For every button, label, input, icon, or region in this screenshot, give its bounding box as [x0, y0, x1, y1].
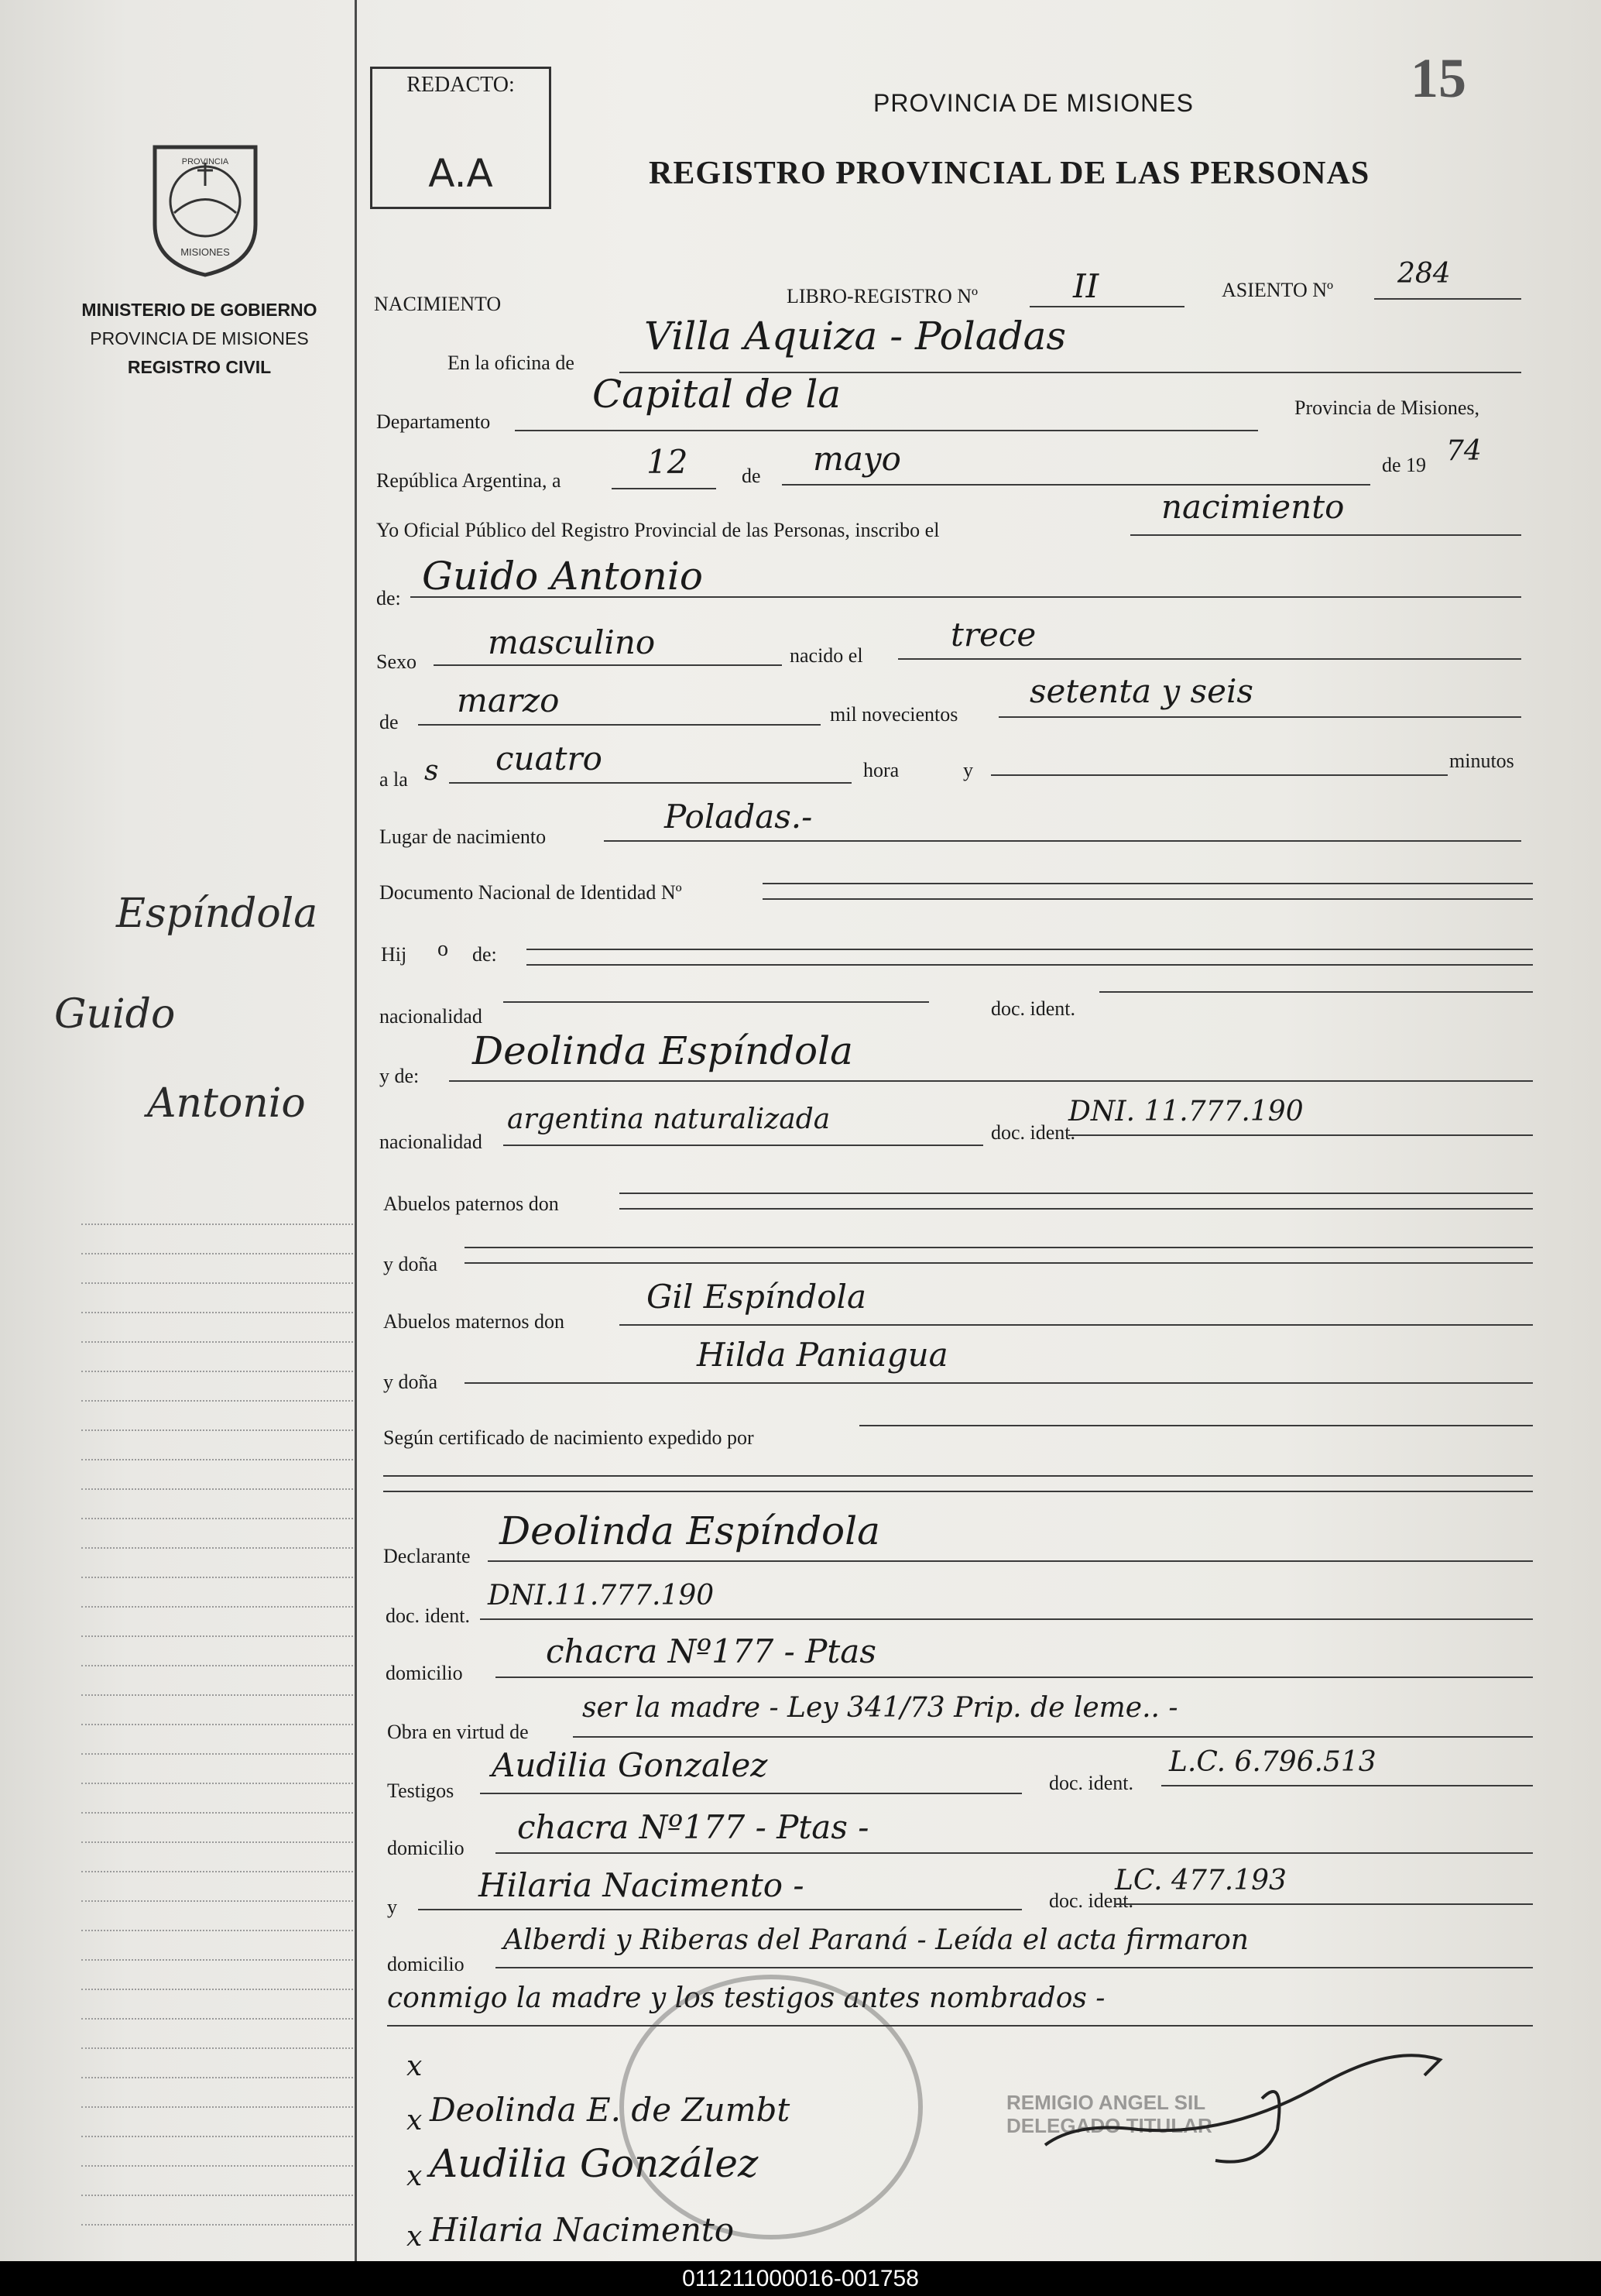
- margin-rule: [81, 2224, 356, 2226]
- province-heading: PROVINCIA DE MISIONES: [873, 89, 1194, 117]
- closing-value: conmigo la madre y los testigos antes nombrados -: [387, 1982, 1106, 2014]
- domicilio3-value: Alberdi y Riberas del Paraná - Leída el acta firmaron: [503, 1924, 1249, 1956]
- seal-top-text: PROVINCIA: [181, 157, 229, 166]
- sig-mark-4: x: [406, 2221, 423, 2253]
- docident5-value: LC. 477.193: [1115, 1865, 1287, 1896]
- margin-rule: [81, 1694, 356, 1696]
- testigo2-value: Hilaria Nacimento -: [478, 1866, 804, 1904]
- redacto-value: A.A: [428, 151, 493, 196]
- abuelos-pat-label: Abuelos paternos don: [383, 1193, 559, 1215]
- docident2-value: DNI. 11.777.190: [1068, 1096, 1304, 1127]
- anio-nac-value: setenta y seis: [1030, 672, 1253, 710]
- docident4-value: L.C. 6.796.513: [1169, 1746, 1376, 1778]
- ydona2-label: y doña: [383, 1371, 438, 1393]
- docident4-label: doc. ident.: [1049, 1772, 1134, 1794]
- docident5-label: doc. ident.: [1049, 1889, 1134, 1912]
- testigo2-line: [418, 1909, 1022, 1910]
- margin-rule: [81, 1606, 356, 1608]
- asiento-label: ASIENTO Nº: [1222, 279, 1334, 301]
- dni-line-2: [763, 898, 1533, 900]
- declarante-line: [488, 1560, 1533, 1562]
- domicilio2-label: domicilio: [387, 1837, 465, 1859]
- redacto-label: REDACTO:: [406, 73, 515, 97]
- docident1-label: doc. ident.: [991, 997, 1076, 1020]
- sexo-label: Sexo: [376, 650, 417, 673]
- departamento-value: Capital de la: [592, 372, 842, 417]
- margin-rule: [81, 1488, 356, 1490]
- abuelo-mat-line: [619, 1324, 1533, 1326]
- minutos-line: [991, 774, 1448, 776]
- margin-first-name: Guido: [54, 991, 176, 1038]
- margin-divider: [355, 0, 357, 2261]
- declarante-label: Declarante: [383, 1545, 471, 1567]
- margin-rule: [81, 1547, 356, 1549]
- margin-rule: [81, 1518, 356, 1519]
- sexo-line: [434, 664, 782, 666]
- mes-line: [782, 484, 1370, 486]
- madre-value: Deolinda Espíndola: [472, 1028, 853, 1073]
- nacido-value: trece: [951, 616, 1037, 654]
- margin-middle-name: Antonio: [147, 1080, 306, 1127]
- inscribo-value: nacimiento: [1161, 488, 1345, 526]
- margin-rule: [81, 1459, 356, 1460]
- abuelos-mat-label: Abuelos maternos don: [383, 1310, 564, 1333]
- hijo-suffix: o: [437, 937, 448, 961]
- margin-rule: [81, 2136, 356, 2137]
- de2-label: de: [379, 711, 399, 733]
- sig-mark-3: x: [406, 2160, 423, 2192]
- domicilio1-label: domicilio: [386, 1662, 463, 1684]
- margin-rule: [81, 1783, 356, 1784]
- mes-nac-value: marzo: [457, 681, 560, 719]
- margin-rule: [81, 1282, 356, 1284]
- lugar-line: [604, 840, 1521, 842]
- alas-suffix: s: [424, 755, 439, 787]
- dni-line-1: [763, 883, 1533, 884]
- asiento-line: [1374, 298, 1521, 300]
- y-label: y: [963, 759, 973, 781]
- misiones-seal-icon: [139, 139, 271, 279]
- hora-line: [449, 782, 852, 784]
- nombre-line: [410, 596, 1521, 598]
- domicilio1-value: chacra Nº177 - Ptas: [546, 1632, 876, 1670]
- abuela-mat-line: [465, 1382, 1533, 1384]
- margin-rule: [81, 1371, 356, 1372]
- nac2-value: argentina naturalizada: [507, 1103, 831, 1135]
- certificado-line-1: [859, 1425, 1533, 1426]
- hora-value: cuatro: [495, 740, 602, 777]
- dia-value: 12: [646, 443, 688, 481]
- abuelos-pat-line-2: [619, 1208, 1533, 1210]
- ministry-block: [62, 296, 337, 382]
- margin-rule: [81, 1400, 356, 1402]
- registry-heading: REGISTRO PROVINCIAL DE LAS PERSONAS: [649, 156, 1370, 191]
- margin-rule: [81, 1753, 356, 1755]
- docident3-value: DNI.11.777.190: [488, 1580, 715, 1611]
- margin-rule: [81, 1224, 356, 1225]
- hijo-line-2: [526, 964, 1533, 966]
- hora-label: hora: [863, 759, 900, 781]
- oficina-value: Villa Aquiza - Poladas: [644, 314, 1067, 359]
- margin-rule: [81, 2047, 356, 2049]
- libro-line: [1030, 306, 1184, 307]
- testigo1-line: [480, 1793, 1022, 1794]
- nac1-line: [503, 1001, 929, 1003]
- mes-nac-line: [418, 724, 821, 726]
- milnov-label: mil novecientos: [830, 703, 958, 726]
- sexo-value: masculino: [488, 623, 656, 661]
- nacido-label: nacido el: [790, 644, 863, 667]
- obra-line: [573, 1736, 1533, 1738]
- certificado-line-2: [383, 1475, 1533, 1477]
- delegate-stamp-name: REMIGIO ANGEL SIL: [1006, 2091, 1206, 2114]
- official-signature-scribble: [1030, 2013, 1463, 2184]
- nac1-label: nacionalidad: [379, 1005, 482, 1028]
- domicilio3-line: [495, 1967, 1533, 1968]
- margin-rule: [81, 1989, 356, 1990]
- margin-rule: [81, 2195, 356, 2196]
- obra-label: Obra en virtud de: [387, 1721, 529, 1743]
- margin-rule: [81, 2106, 356, 2108]
- delegate-stamp-title: DELEGADO TITULAR: [1006, 2114, 1212, 2137]
- margin-rule: [81, 1635, 356, 1637]
- lugar-label: Lugar de nacimiento: [379, 825, 547, 848]
- domicilio3-label: domicilio: [387, 1953, 465, 1975]
- oficina-label: En la oficina de: [447, 352, 574, 374]
- nacido-line: [898, 658, 1521, 660]
- hijo-label: Hij: [381, 943, 407, 966]
- de-persona-label: de:: [376, 587, 401, 609]
- nac2-label: nacionalidad: [379, 1131, 482, 1153]
- de-label: de: [742, 465, 761, 487]
- nombre-value: Guido Antonio: [422, 554, 703, 599]
- left-margin: [0, 0, 358, 2261]
- dni-label: Documento Nacional de Identidad Nº: [379, 881, 682, 904]
- margin-rule: [81, 1577, 356, 1578]
- libro-value: II: [1073, 267, 1099, 305]
- de19-label: de 19: [1382, 454, 1427, 476]
- seal-bottom-text: MISIONES: [180, 246, 230, 258]
- madre-line: [449, 1080, 1533, 1082]
- certificado-line-3: [383, 1491, 1533, 1492]
- libro-label: LIBRO-REGISTRO Nº: [787, 285, 979, 307]
- docident3-line: [480, 1618, 1533, 1620]
- sig-mark-1: x: [406, 2051, 423, 2082]
- hijo-de-label: de:: [472, 943, 497, 966]
- docident1-line: [1099, 991, 1533, 993]
- ydona1-label: y doña: [383, 1253, 438, 1275]
- mes-value: mayo: [813, 440, 901, 478]
- anio-nac-line: [999, 716, 1521, 718]
- certificado-label: Según certificado de nacimiento expedido por: [383, 1426, 754, 1449]
- inscribo-line: [1130, 534, 1521, 536]
- alas-label: a la: [379, 768, 408, 791]
- abuela-mat-value: Hilda Paniagua: [697, 1336, 948, 1374]
- margin-rule: [81, 1841, 356, 1843]
- abuelos-pat-line-1: [619, 1193, 1533, 1194]
- yde-label: y de:: [379, 1065, 420, 1087]
- declarante-value: Deolinda Espíndola: [499, 1508, 880, 1553]
- margin-rule: [81, 2018, 356, 2020]
- nacimiento-label: NACIMIENTO: [374, 293, 502, 315]
- margin-surname: Espíndola: [116, 891, 318, 937]
- docident4-line: [1161, 1785, 1533, 1786]
- anio-value: 74: [1446, 435, 1482, 467]
- y2-label: y: [387, 1896, 397, 1918]
- ydona1-line-2: [465, 1262, 1533, 1264]
- ministry-name: MINISTERIO DE GOBIERNO: [81, 300, 317, 320]
- margin-rule: [81, 1429, 356, 1431]
- document-id-footer: 011211000016-001758: [0, 2261, 1601, 2296]
- testigos-label: Testigos: [387, 1779, 454, 1802]
- margin-rule: [81, 1900, 356, 1902]
- docident5-line: [1115, 1903, 1533, 1905]
- provincia-label: Provincia de Misiones,: [1294, 396, 1480, 419]
- lugar-value: Poladas.-: [664, 798, 813, 836]
- page-number: 15: [1411, 47, 1466, 109]
- ydona1-line-1: [465, 1247, 1533, 1248]
- margin-rule: [81, 1253, 356, 1254]
- departamento-label: Departamento: [376, 410, 491, 433]
- margin-rule: [81, 1959, 356, 1961]
- republica-label: República Argentina, a: [376, 469, 561, 492]
- margin-rule: [81, 1871, 356, 1872]
- obra-value: ser la madre - Ley 341/73 Prip. de leme.. -: [582, 1692, 1178, 1724]
- margin-rule: [81, 1312, 356, 1313]
- margin-rule: [81, 1724, 356, 1725]
- docident3-label: doc. ident.: [386, 1604, 471, 1627]
- departamento-line: [515, 430, 1258, 431]
- oficial-label: Yo Oficial Público del Registro Provincial de las Personas, inscribo el: [376, 519, 940, 541]
- margin-rule: [81, 2077, 356, 2078]
- domicilio2-line: [495, 1852, 1533, 1854]
- margin-rule: [81, 1930, 356, 1931]
- margin-rule: [81, 1812, 356, 1814]
- abuelo-mat-value: Gil Espíndola: [646, 1278, 866, 1316]
- signature-3: Hilaria Nacimento: [430, 2211, 735, 2249]
- docident2-label: doc. ident.: [991, 1121, 1076, 1144]
- docident2-line: [1068, 1134, 1533, 1136]
- domicilio1-line: [495, 1677, 1533, 1678]
- asiento-value: 284: [1397, 258, 1451, 290]
- minutos-label: minutos: [1449, 750, 1514, 772]
- testigo1-value: Audilia Gonzalez: [492, 1746, 768, 1784]
- dia-line: [612, 488, 716, 489]
- signature-1: Deolinda E. de Zumbt: [430, 2091, 790, 2129]
- signature-2: Audilia González: [430, 2141, 759, 2186]
- redacto-box: [370, 67, 551, 209]
- domicilio2-value: chacra Nº177 - Ptas -: [517, 1808, 869, 1846]
- hijo-line-1: [526, 949, 1533, 950]
- margin-rule: [81, 2165, 356, 2167]
- ministry-registry: REGISTRO CIVIL: [127, 357, 272, 377]
- nac2-line: [503, 1145, 983, 1146]
- margin-rule: [81, 1341, 356, 1343]
- sig-mark-2: x: [406, 2105, 423, 2136]
- ministry-province: PROVINCIA DE MISIONES: [90, 328, 309, 348]
- margin-rule: [81, 1665, 356, 1666]
